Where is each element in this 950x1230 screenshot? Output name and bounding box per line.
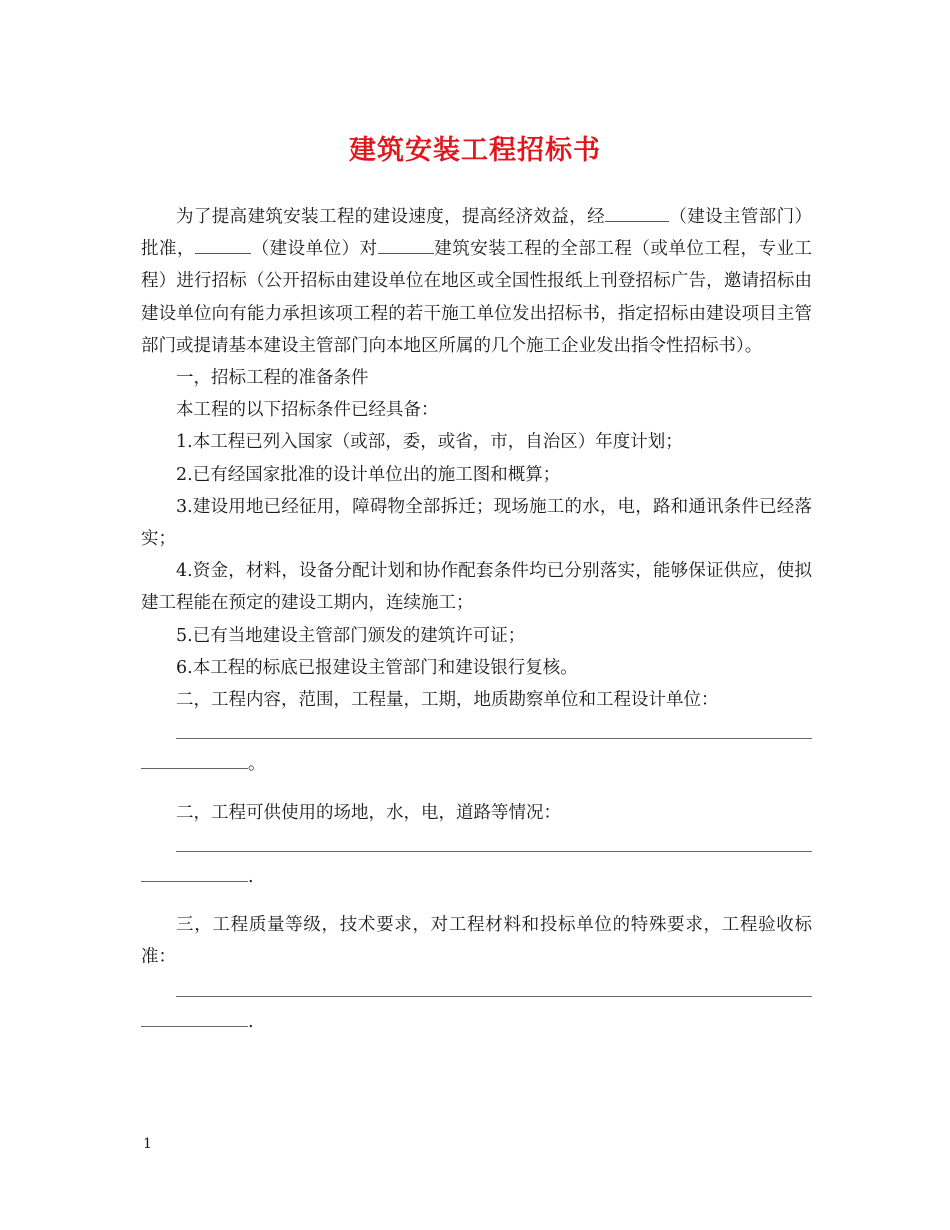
blank-builder <box>195 239 251 254</box>
intro-text-3: （建设单位）对 <box>251 239 378 260</box>
blank-authority <box>605 207 669 222</box>
section3-fill-line <box>141 829 812 861</box>
section2-fill-end: 。 <box>141 748 812 780</box>
section2-fill-line <box>141 716 812 748</box>
intro-text-2: （建设主管部门）批准， <box>141 207 812 260</box>
intro-paragraph <box>141 201 812 362</box>
section4-heading: 三，工程质量等级，技术要求，对工程材料和投标单位的特殊要求，工程验收标准： <box>141 915 812 968</box>
condition-item-1: 1.本工程已列入国家（或部，委，或省，市，自治区）年度计划； <box>176 432 683 453</box>
intro-text-4: 建筑安装工程的全部工程（或单位工程，专业工程）进行招标（公开招标由建设单位在地区或全国性报纸上刊登招标广告，邀请招标由建设单位向有能力承担该项工程的若干施工单位发出招标书，指定招标由建设项目主管部门或提请基本建设主管部门向本地区所属的几个施工企业发出指令性招标书）。 <box>141 239 812 356</box>
condition-item-5: 5.已有当地建设主管部门颁发的建筑许可证； <box>176 625 526 646</box>
document-title: 建筑安装工程招标书 <box>349 135 601 166</box>
section3-heading: 二，工程可供使用的场地，水，电，道路等情况： <box>176 802 561 823</box>
section1-lead: 本工程的以下招标条件已经具备： <box>176 400 439 421</box>
document-body <box>141 201 812 1038</box>
intro-text-1: 为了提高建筑安装工程的建设速度，提高经济效益，经 <box>176 207 605 227</box>
section4-fill-end: . <box>141 1006 812 1038</box>
condition-item-6: 6.本工程的标底已报建设主管部门和建设银行复核。 <box>176 657 578 678</box>
section4-fill-line <box>141 974 812 1006</box>
page-number: 1 <box>143 1136 152 1152</box>
condition-item-2: 2.已有经国家批准的设计单位出的施工图和概算； <box>176 464 561 485</box>
section3-fill-end: . <box>141 861 812 893</box>
condition-item-3: 3.建设用地已经征用，障碍物全部拆迁；现场施工的水，电，路和通讯条件已经落实； <box>141 496 812 550</box>
condition-item-4: 4.资金，材料，设备分配计划和协作配套条件均已分别落实，能够保证供应，使拟建工程能在预定的建设工期内，连续施工； <box>141 561 812 614</box>
section2-heading: 二，工程内容，范围，工程量，工期，地质勘察单位和工程设计单位： <box>176 690 719 711</box>
blank-project <box>378 239 434 254</box>
section1-heading: 一，招标工程的准备条件 <box>176 368 369 389</box>
